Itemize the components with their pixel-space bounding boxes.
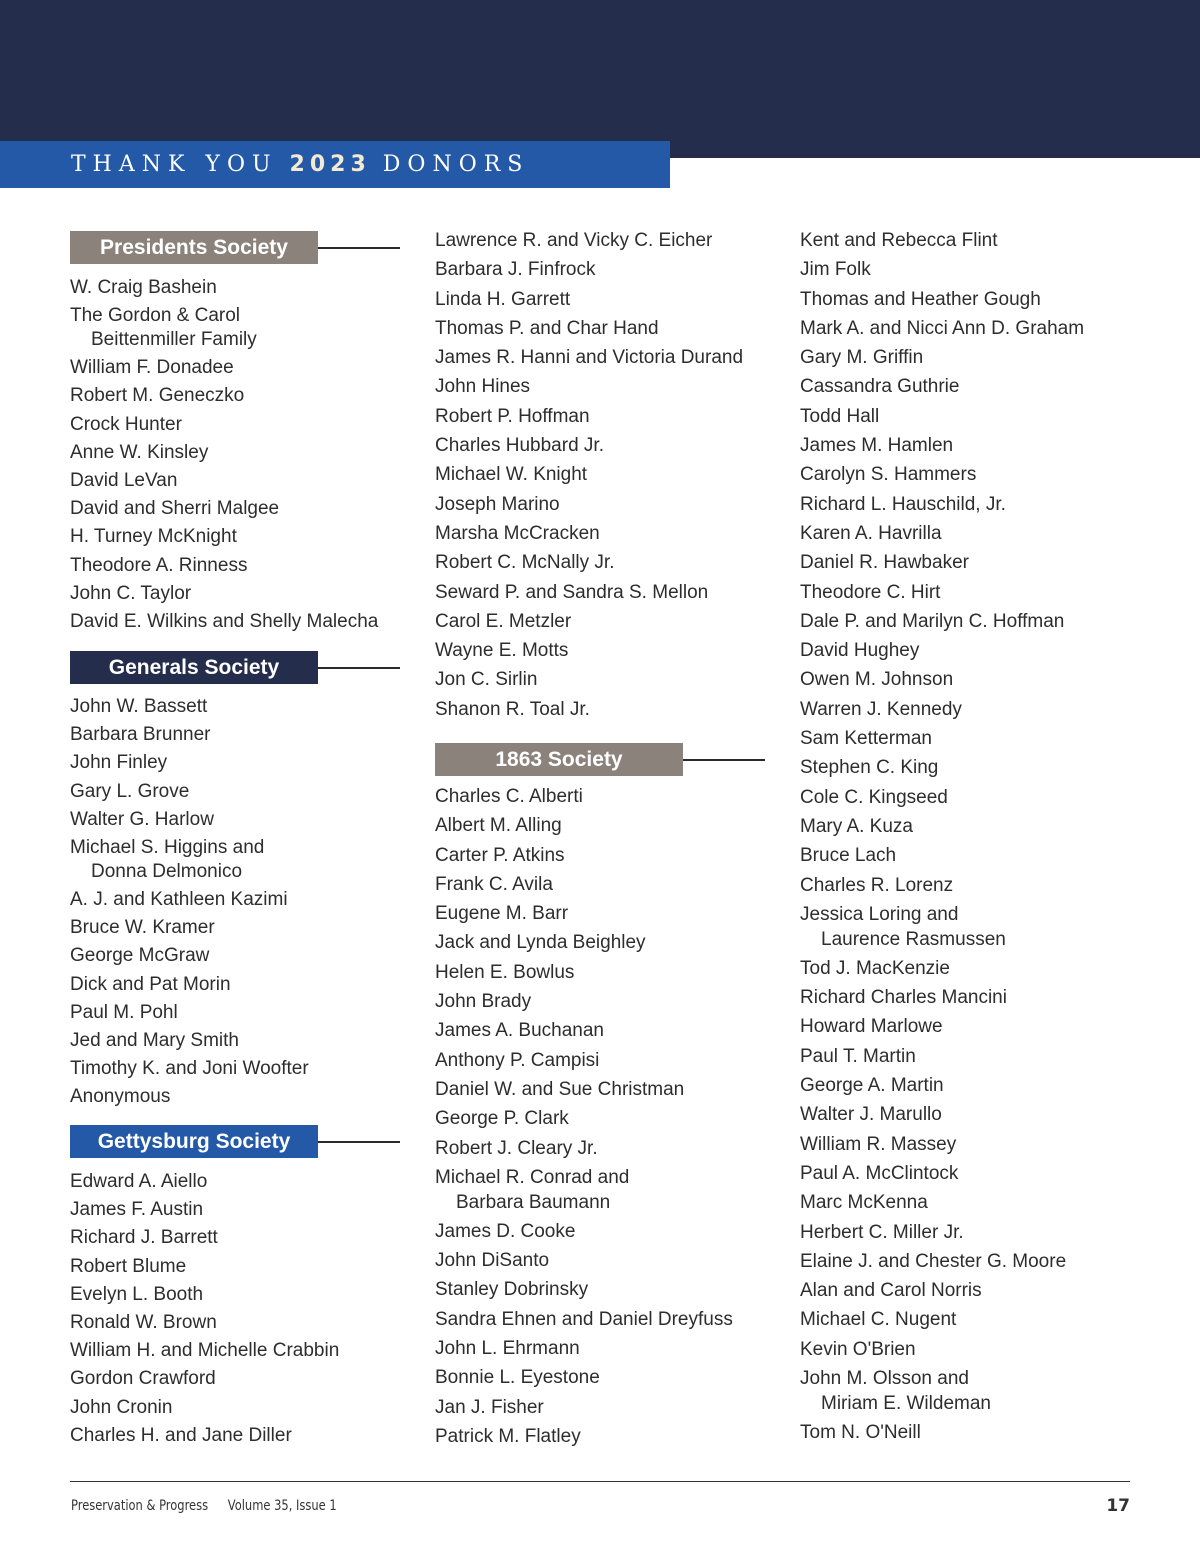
section-title: Generals Society — [70, 651, 318, 684]
donor-name-continuation: Barbara Baumann — [456, 1191, 611, 1213]
donor-name: Warren J. Kennedy — [800, 698, 962, 720]
donor-name: H. Turney McKnight — [70, 526, 237, 548]
title-pre: THANK YOU — [71, 152, 278, 177]
donor-name: William R. Massey — [800, 1133, 957, 1155]
donor-name: Dick and Pat Morin — [70, 973, 231, 995]
donor-name: Charles Hubbard Jr. — [435, 435, 604, 457]
donor-name: David and Sherri Malgee — [70, 498, 280, 520]
donor-name: David Hughey — [800, 640, 920, 662]
donor-name: William H. and Michelle Crabbin — [70, 1340, 340, 1362]
donor-name: James A. Buchanan — [435, 1020, 604, 1042]
donor-name: Carol E. Metzler — [435, 610, 572, 632]
donor-name-line: John M. Olsson and — [800, 1367, 969, 1389]
donor-name: Theodore A. Rinness — [70, 554, 248, 576]
donor-name-line: Michael R. Conrad and — [435, 1166, 630, 1188]
donor-name: John L. Ehrmann — [435, 1338, 580, 1360]
donor-name: A. J. and Kathleen Kazimi — [70, 888, 288, 910]
donor-name: Michael C. Nugent — [800, 1309, 957, 1331]
donor-name: Bruce W. Kramer — [70, 917, 215, 939]
donor-name: Tom N. O'Neill — [800, 1421, 921, 1443]
generals-society-list — [70, 693, 309, 1111]
page-number: 17 — [1106, 1496, 1130, 1516]
donor-name: Sam Ketterman — [800, 728, 932, 750]
donor-name: Walter G. Harlow — [70, 808, 214, 830]
donor-name: John Cronin — [70, 1396, 173, 1418]
donor-name: W. Craig Bashein — [70, 277, 217, 298]
donor-name: Elaine J. and Chester G. Moore — [800, 1250, 1067, 1272]
donor-name: Kevin O'Brien — [800, 1338, 916, 1360]
donor-name: Barbara Brunner — [70, 724, 211, 746]
donor-name: Marsha McCracken — [435, 522, 600, 544]
donor-name — [70, 302, 378, 354]
donor-name: Jan J. Fisher — [435, 1396, 544, 1418]
donor-name-continuation: Beittenmiller Family — [91, 329, 257, 351]
donor-name-line: The Gordon & Carol — [70, 305, 241, 327]
donor-name: Thomas and Heather Gough — [800, 288, 1041, 310]
donor-name: Carter P. Atkins — [435, 844, 565, 866]
society-1863-header — [435, 743, 765, 776]
donor-name: Herbert C. Miller Jr. — [800, 1221, 964, 1243]
issue-label: Volume 35, Issue 1 — [227, 1498, 337, 1514]
donor-name: Marc McKenna — [800, 1192, 928, 1214]
donor-name: John C. Taylor — [70, 582, 192, 604]
donor-name: Richard Charles Mancini — [800, 987, 1007, 1009]
donor-name: John Brady — [435, 991, 532, 1013]
donor-name: Cassandra Guthrie — [800, 376, 960, 398]
donor-name-continuation: Miriam E. Wildeman — [821, 1392, 991, 1414]
donor-name: Seward P. and Sandra S. Mellon — [435, 581, 709, 603]
title-bar — [0, 141, 670, 188]
header-band — [0, 0, 1200, 158]
donor-name: Sandra Ehnen and Daniel Dreyfuss — [435, 1308, 733, 1330]
donor-name: Timothy K. and Joni Woofter — [70, 1058, 309, 1080]
donor-name: Mary A. Kuza — [800, 815, 913, 837]
donor-name: Charles R. Lorenz — [800, 874, 954, 896]
presidents-society-list — [70, 274, 378, 636]
donor-name: Theodore C. Hirt — [800, 581, 941, 603]
donor-name: Charles C. Alberti — [435, 786, 583, 807]
donor-name: James D. Cooke — [435, 1220, 576, 1242]
donor-name: James R. Hanni and Victoria Durand — [435, 347, 744, 369]
donor-name: George P. Clark — [435, 1108, 569, 1130]
donor-name: Joseph Marino — [435, 493, 560, 515]
donor-name: Robert P. Hoffman — [435, 405, 590, 427]
donor-name: Mark A. and Nicci Ann D. Graham — [800, 317, 1085, 339]
donor-name: Jack and Lynda Beighley — [435, 932, 646, 954]
donor-name: Paul T. Martin — [800, 1045, 916, 1067]
donor-name: Barbara J. Finfrock — [435, 259, 596, 281]
donor-name: Michael W. Knight — [435, 464, 588, 486]
donor-name: Frank C. Avila — [435, 873, 553, 895]
donor-name: Shanon R. Toal Jr. — [435, 698, 590, 720]
donor-name: Helen E. Bowlus — [435, 961, 575, 983]
header-rule — [318, 247, 400, 249]
donor-name: Anne W. Kinsley — [70, 441, 209, 463]
donor-name: Stanley Dobrinsky — [435, 1279, 589, 1301]
donor-name: Carolyn S. Hammers — [800, 464, 977, 486]
section-title: Gettysburg Society — [70, 1125, 318, 1158]
donor-name: David LeVan — [70, 469, 178, 491]
donor-name: Karen A. Havrilla — [800, 522, 942, 544]
donor-name-continuation: Donna Delmonico — [91, 860, 243, 882]
donor-name: George McGraw — [70, 945, 210, 967]
donor-name: Todd Hall — [800, 405, 880, 427]
footer-publication — [71, 1498, 337, 1514]
footer-rule — [70, 1481, 1130, 1482]
donor-name: Ronald W. Brown — [70, 1311, 217, 1333]
donor-name: John Hines — [435, 376, 531, 398]
society-1863-list — [435, 782, 733, 1451]
donor-name: Robert J. Cleary Jr. — [435, 1137, 598, 1159]
donor-name: Daniel W. and Sue Christman — [435, 1078, 685, 1100]
donor-name-line: Jessica Loring and — [800, 903, 959, 925]
donor-name: Paul A. McClintock — [800, 1162, 959, 1184]
donor-name: Kent and Rebecca Flint — [800, 230, 998, 251]
donor-name: Stephen C. King — [800, 757, 939, 779]
presidents-society-header — [70, 231, 400, 264]
donor-name — [800, 900, 1084, 954]
donor-name: Gary M. Griffin — [800, 347, 924, 369]
donor-name: Anthony P. Campisi — [435, 1049, 600, 1071]
donor-name: Howard Marlowe — [800, 1016, 943, 1038]
section-title: 1863 Society — [435, 743, 683, 776]
donor-name: Edward A. Aiello — [70, 1171, 208, 1192]
page-title — [71, 152, 529, 177]
donor-name: Richard J. Barrett — [70, 1227, 218, 1249]
donor-name: Patrick M. Flatley — [435, 1425, 581, 1447]
donor-name: James M. Hamlen — [800, 435, 954, 457]
donor-name: Gordon Crawford — [70, 1368, 216, 1390]
donor-name: Owen M. Johnson — [800, 669, 954, 691]
donor-name: Tod J. MacKenzie — [800, 957, 950, 979]
donor-name: William F. Donadee — [70, 357, 234, 379]
title-post: DONORS — [382, 152, 530, 177]
donor-name: Robert M. Geneczko — [70, 385, 245, 407]
title-year: 2023 — [289, 152, 371, 177]
donor-name: James F. Austin — [70, 1199, 204, 1221]
donor-name: John DiSanto — [435, 1250, 550, 1272]
donor-name: Lawrence R. and Vicky C. Eicher — [435, 230, 713, 251]
donor-name: Alan and Carol Norris — [800, 1280, 982, 1302]
donor-name: John Finley — [70, 752, 168, 774]
donor-name: Crock Hunter — [70, 413, 182, 435]
gettysburg-society-list-continued — [435, 226, 743, 724]
donor-name: David E. Wilkins and Shelly Malecha — [70, 610, 379, 632]
donor-name: Robert C. McNally Jr. — [435, 552, 615, 574]
donor-name: Eugene M. Barr — [435, 903, 569, 925]
publication-name: Preservation & Progress — [71, 1498, 209, 1514]
donor-name: Jim Folk — [800, 259, 871, 281]
donor-name — [435, 1163, 733, 1217]
donor-name: Albert M. Alling — [435, 815, 562, 837]
donor-name: Bonnie L. Eyestone — [435, 1367, 600, 1389]
donor-name-continuation: Laurence Rasmussen — [821, 928, 1006, 950]
donor-name: Anonymous — [70, 1086, 171, 1108]
donor-name — [800, 1364, 1084, 1418]
header-rule — [318, 667, 400, 669]
donor-name: Wayne E. Motts — [435, 640, 569, 662]
header-rule — [318, 1141, 400, 1143]
donor-name-line: Michael S. Higgins and — [70, 836, 265, 858]
donor-name: Bruce Lach — [800, 845, 897, 867]
donor-name: Walter J. Marullo — [800, 1104, 942, 1126]
gettysburg-society-header — [70, 1125, 400, 1158]
donor-name: Linda H. Garrett — [435, 288, 571, 310]
donor-name: Charles H. and Jane Diller — [70, 1424, 292, 1446]
donor-name: Jon C. Sirlin — [435, 669, 538, 691]
gettysburg-society-list — [70, 1168, 339, 1450]
donor-name — [70, 834, 309, 886]
donor-name: Gary L. Grove — [70, 780, 190, 802]
donor-name: Thomas P. and Char Hand — [435, 317, 659, 339]
donor-name: Jed and Mary Smith — [70, 1029, 239, 1051]
donor-name: Dale P. and Marilyn C. Hoffman — [800, 610, 1065, 632]
donor-name: Richard L. Hauschild, Jr. — [800, 493, 1006, 515]
donor-name: George A. Martin — [800, 1075, 944, 1097]
donor-name: Evelyn L. Booth — [70, 1283, 204, 1305]
header-rule — [683, 759, 765, 761]
donor-name: John W. Bassett — [70, 696, 208, 717]
section-title: Presidents Society — [70, 231, 318, 264]
donor-name: Robert Blume — [70, 1255, 187, 1277]
generals-society-header — [70, 651, 400, 684]
society-1863-list-continued — [800, 226, 1084, 1447]
donor-name: Daniel R. Hawbaker — [800, 552, 969, 574]
donor-name: Paul M. Pohl — [70, 1001, 178, 1023]
donor-name: Cole C. Kingseed — [800, 786, 948, 808]
